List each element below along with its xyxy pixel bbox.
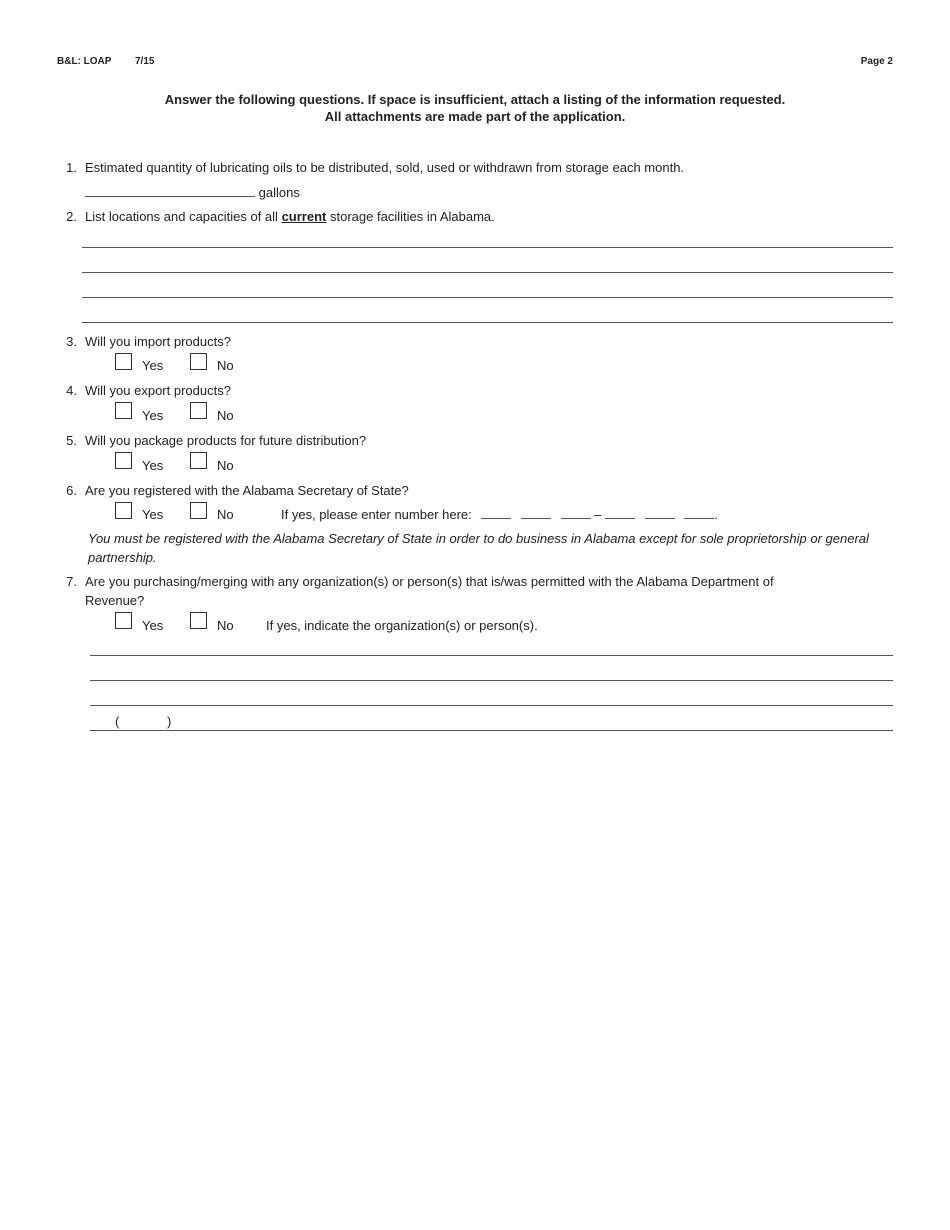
- reg-number-blank-3[interactable]: [561, 506, 591, 519]
- question-6-text: Are you registered with the Alabama Secretary of State?: [85, 483, 409, 498]
- question-4-number: 4.: [66, 383, 77, 398]
- q7-no-label: No: [217, 618, 234, 633]
- question-2-text-after: storage facilities in Alabama.: [330, 209, 495, 224]
- q4-no-label: No: [217, 408, 234, 423]
- question-7-prompt: If yes, indicate the organization(s) or person(s).: [266, 618, 538, 633]
- q3-no-checkbox[interactable]: [190, 353, 207, 370]
- form-id: B&L: LOAP: [57, 56, 112, 67]
- q5-no-checkbox[interactable]: [190, 452, 207, 469]
- registration-number-field: [281, 506, 718, 523]
- page-number: Page 2: [860, 56, 893, 67]
- storage-line-4[interactable]: [82, 322, 893, 323]
- organization-line-3[interactable]: [90, 705, 893, 706]
- question-1-number: 1.: [66, 160, 77, 175]
- question-6-number: 6.: [66, 483, 77, 498]
- registration-number-prompt: If yes, please enter number here:: [281, 507, 472, 522]
- question-7-number: 7.: [66, 574, 77, 589]
- question-2-emphasis: current: [281, 209, 327, 224]
- question-2-text: [85, 208, 495, 225]
- phone-area-paren-open: (: [115, 714, 120, 729]
- phone-area-paren-close: ): [167, 714, 172, 729]
- reg-number-period: .: [714, 507, 719, 522]
- q7-yes-checkbox[interactable]: [115, 612, 132, 629]
- registration-note: You must be registered with the Alabama Secretary of State in order to do business in Alabama except for sole proprietorship or general partnership.: [88, 531, 869, 565]
- instructions-line-2: All attachments are made part of the application.: [324, 109, 626, 124]
- question-5-number: 5.: [66, 433, 77, 448]
- reg-number-blank-1[interactable]: [481, 506, 511, 519]
- organization-line-2[interactable]: [90, 680, 893, 681]
- instructions-line-1: Answer the following questions. If space is insufficient, attach a listing of the information requested.: [164, 92, 786, 107]
- reg-number-blank-2[interactable]: [521, 506, 551, 519]
- storage-line-1[interactable]: [82, 247, 893, 248]
- form-revision: 7/15: [135, 56, 155, 67]
- q3-no-label: No: [217, 358, 234, 373]
- gallons-unit: gallons: [258, 185, 300, 200]
- q4-no-checkbox[interactable]: [190, 402, 207, 419]
- q5-yes-checkbox[interactable]: [115, 452, 132, 469]
- question-3-text: Will you import products?: [85, 334, 231, 349]
- q4-yes-checkbox[interactable]: [115, 402, 132, 419]
- question-2-text-before: List locations and capacities of all: [85, 209, 278, 224]
- q6-no-label: No: [217, 507, 234, 522]
- question-7-text-line-2: Revenue?: [85, 593, 145, 608]
- question-7-text-line-1: Are you purchasing/merging with any organization(s) or person(s) that is/was permitted with the Alabama Department of: [85, 574, 774, 589]
- question-4-text: Will you export products?: [85, 383, 231, 398]
- reg-number-blank-5[interactable]: [645, 506, 675, 519]
- question-1-text: Estimated quantity of lubricating oils to be distributed, sold, used or withdrawn from storage each month.: [85, 160, 685, 175]
- organization-line-1[interactable]: [90, 655, 893, 656]
- q4-yes-label: Yes: [142, 408, 164, 423]
- q6-no-checkbox[interactable]: [190, 502, 207, 519]
- reg-number-dash: –: [594, 507, 602, 522]
- storage-line-3[interactable]: [82, 297, 893, 298]
- question-2-number: 2.: [66, 209, 77, 224]
- gallons-input-line[interactable]: [85, 184, 255, 197]
- q6-yes-checkbox[interactable]: [115, 502, 132, 519]
- question-5-text: Will you package products for future distribution?: [85, 433, 367, 448]
- organization-line-4[interactable]: [90, 730, 893, 731]
- storage-line-2[interactable]: [82, 272, 893, 273]
- q3-yes-checkbox[interactable]: [115, 353, 132, 370]
- q5-yes-label: Yes: [142, 458, 164, 473]
- q6-yes-label: Yes: [142, 507, 164, 522]
- question-3-number: 3.: [66, 334, 77, 349]
- q5-no-label: No: [217, 458, 234, 473]
- q7-no-checkbox[interactable]: [190, 612, 207, 629]
- reg-number-blank-4[interactable]: [605, 506, 635, 519]
- reg-number-blank-6[interactable]: [684, 506, 714, 519]
- q7-yes-label: Yes: [142, 618, 164, 633]
- gallons-field: [85, 184, 300, 201]
- q3-yes-label: Yes: [142, 358, 164, 373]
